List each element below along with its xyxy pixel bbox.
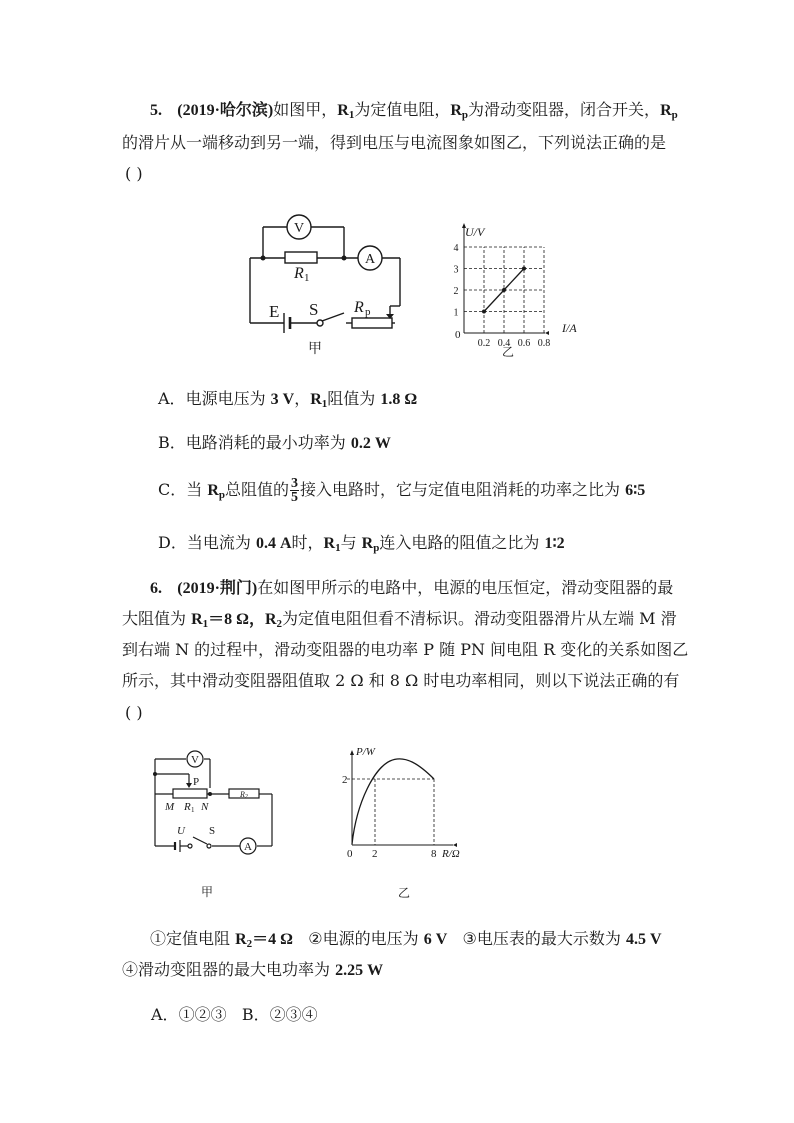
ammeter-symbol: A [364,252,376,267]
source-label: E [269,302,280,321]
q5-source: (2019·哈尔滨) [177,102,274,119]
q6-switch-label: S [209,825,216,837]
data-point [522,267,526,271]
q5-option-d: D．当电流为 0.4 A时，$R_1$与 $R_p$连入电路的阻值之比为 1∶2 [158,533,565,554]
q6-statements-line-2: ④滑动变阻器的最大电功率为 2.25 W [122,960,384,979]
q6-figure-caption-jia: 甲 [200,885,214,899]
switch-label: S [309,300,319,319]
x-tick-label: 0.4 [497,338,511,349]
q6-line-1: 6. (2019·荆门)在如图甲所示的电路中，电源的电压恒定，滑动变阻器的最 [150,578,674,597]
x-tick-label: 0.2 [477,338,491,349]
x-tick-label: 0.8 [537,338,551,349]
q6-graph-x-tick-2: 2 [372,848,378,860]
y-tick-label: 1 [453,307,459,319]
resistor-label-sub: 1 [304,272,310,284]
q6-statements-line-1: ①定值电阻 $R_2=4$ Ω ②电源的电压为 6 V ③电压表的最大示数为 4.5 V [150,929,662,950]
figure-caption-yi: 乙 [502,345,515,359]
x-tick-label: 0.6 [517,338,531,349]
voltmeter-symbol: V [293,221,305,236]
q6-line-2: 大阻值为 $R_1=8$ Ω，$R_2$为定值电阻但看不清标识。滑动变阻器滑片从左端 M 滑 [122,609,677,630]
resistor-label: R [294,265,304,282]
q6-ammeter-symbol: A [244,841,252,853]
rheostat-label: R [354,299,364,316]
y-tick-label: 3 [453,264,459,276]
q5-option-c: C．当 $R_p$总阻值的 $\frac{3}{5}$ 接入电路时，它与定值电阻消耗的功率之比为 6∶5 [158,476,646,505]
q6-graph-x-axis-label: R/Ω [442,848,460,860]
graph-y-axis-label: U/V [465,225,485,239]
figure-caption-jia: 甲 [308,342,322,357]
q5-option-b: B．电路消耗的最小功率为 0.2 W [158,433,391,452]
q6-graph-origin: 0 [347,848,353,860]
y-tick-label: 4 [453,243,459,254]
graph-origin-label: 0 [455,329,461,341]
y-tick-label: 2 [453,286,459,297]
q5-option-a: A．电源电压为 3 V，$R_1$阻值为 1.8 Ω [158,389,418,410]
q5-ui-graph [445,215,595,360]
q5-line-1: 5. (2019·哈尔滨)如图甲，$R_1$为定值电阻，$R_p$为滑动变阻器，闭合开关，$R_p$ [150,100,678,121]
q6-figure-caption-yi: 乙 [398,886,411,900]
fraction-three-fifths: $\frac{3}{5}$ [291,476,299,505]
data-point [502,288,506,292]
source-label-u: U [177,825,185,837]
rheostat-label-sub: p [365,306,371,318]
graph-x-axis-label: I/A [562,321,577,335]
q6-graph-x-tick-8: 8 [431,848,437,860]
q6-power-graph [335,740,475,900]
q5-answer-paren: ( ) [125,164,143,183]
q6-graph-y-tick-2: 2 [342,774,348,786]
q6-options: A．①②③ B．②③④ [151,1005,318,1024]
end-label-m: M [165,801,175,813]
q6-answer-paren: ( ) [125,703,143,722]
slider-label-p: P [193,776,200,788]
q5-number: 5. [150,102,162,119]
q5-circuit-diagram [245,210,415,360]
q6-circuit-diagram [150,748,280,898]
q6-line-3: 到右端 N 的过程中，滑动变阻器的电功率 P 随 PN 间电阻 R 变化的关系如图乙 [122,640,689,659]
q6-number: 6. [150,580,162,597]
end-label-n: N [201,801,209,813]
q6-graph-y-axis-label: P/W [356,746,375,758]
q5-line-2: 的滑片从一端移动到另一端，得到电压与电流图象如图乙，下列说法正确的是 [122,133,667,152]
q6-resistor-label-sub: 2 [245,794,248,800]
q6-line-4: 所示，其中滑动变阻器阻值取 2 Ω 和 8 Ω 时电功率相同，则以下说法正确的有 [122,671,680,690]
q6-source: (2019·荆门) [177,580,258,597]
data-point [482,310,486,314]
q6-rheostat-label-sub: 1 [191,806,195,814]
q6-voltmeter-symbol: V [191,754,199,766]
q6-rheostat-label: R [184,801,191,813]
q6-resistor-label: R [240,790,245,799]
